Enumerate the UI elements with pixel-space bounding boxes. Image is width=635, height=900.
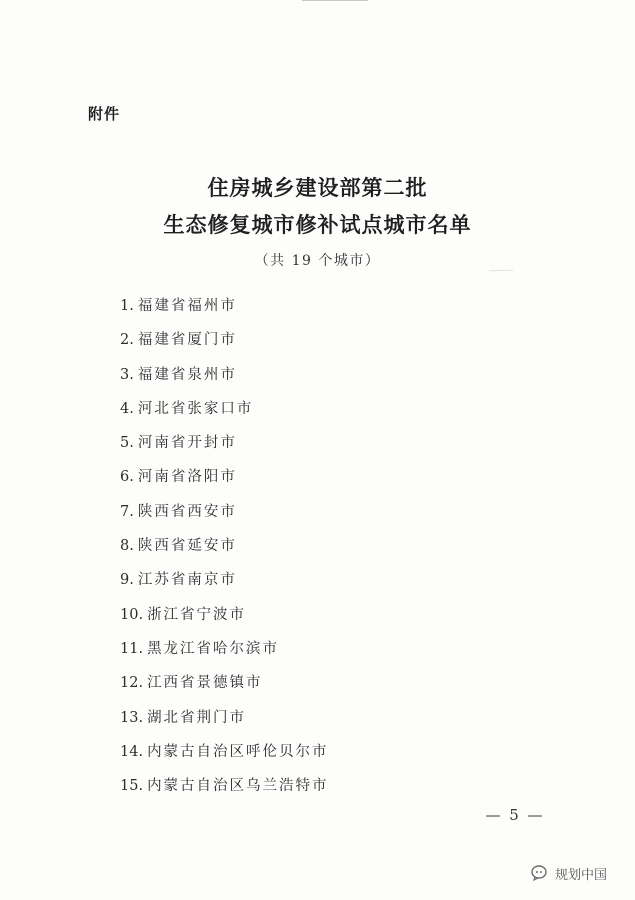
- list-item-city: 内蒙古自治区呼伦贝尔市: [147, 743, 329, 760]
- watermark-text: 规划中国: [555, 867, 608, 883]
- list-item-city: 湖北省荆门市: [147, 709, 247, 726]
- list-item: [120, 330, 329, 364]
- list-item: [120, 673, 329, 707]
- list-item-number: 11.: [120, 640, 144, 657]
- scan-edge-mark: [302, 0, 368, 1]
- list-item: [120, 742, 329, 776]
- document-title-line-2: 生态修复城市修补试点城市名单: [163, 212, 472, 237]
- list-item: [120, 296, 329, 330]
- list-item: [120, 502, 329, 536]
- list-item-city: 福建省福州市: [137, 298, 237, 314]
- list-item-city: 河南省洛阳市: [137, 469, 237, 486]
- list-item: [120, 433, 329, 467]
- list-item-city: 陕西省西安市: [137, 503, 237, 520]
- list-item-city: 河北省张家口市: [137, 400, 254, 417]
- list-item-number: 4.: [120, 400, 134, 417]
- page-number: — 5 —: [485, 806, 545, 824]
- list-item-city: 黑龙江省哈尔滨市: [147, 640, 280, 657]
- list-item: [120, 708, 329, 742]
- list-item-number: 3.: [120, 366, 134, 383]
- list-item-city: 江苏省南京市: [137, 572, 237, 589]
- document-title-line-1: 住房城乡建设部第二批: [207, 175, 428, 200]
- list-item-city: 内蒙古自治区乌兰浩特市: [147, 778, 329, 795]
- list-item-number: 12.: [120, 675, 144, 692]
- list-item: [120, 467, 329, 501]
- list-item-city: 福建省泉州市: [137, 366, 237, 383]
- list-item-city: 江西省景德镇市: [147, 675, 263, 692]
- list-item: [120, 776, 329, 810]
- list-item-number: 15.: [120, 778, 144, 795]
- wechat-account-icon: [531, 864, 551, 882]
- list-item-city: 浙江省宁波市: [147, 606, 247, 623]
- list-item: [120, 570, 329, 604]
- list-item-number: 9.: [120, 572, 134, 589]
- list-item-number: 1.: [120, 298, 134, 314]
- city-list: [120, 296, 329, 810]
- list-item-city: 福建省厦门市: [137, 332, 237, 349]
- list-item-city: 河南省开封市: [137, 435, 237, 452]
- city-count-subtitle: （共 19 个城市）: [254, 253, 381, 269]
- list-item: [120, 399, 329, 433]
- list-item: [120, 639, 329, 673]
- attachment-label: 附件: [88, 105, 121, 123]
- list-item: [120, 536, 329, 570]
- list-item-number: 2.: [120, 332, 134, 349]
- list-item-number: 5.: [120, 435, 134, 452]
- source-watermark: [531, 862, 607, 884]
- list-item-number: 8.: [120, 538, 134, 555]
- list-item-number: 13.: [120, 709, 144, 726]
- list-item-city: 陕西省延安市: [137, 538, 237, 555]
- list-item-number: 6.: [120, 469, 134, 486]
- list-item: [120, 605, 329, 639]
- list-item-number: 7.: [120, 503, 134, 520]
- list-item-number: 14.: [120, 743, 144, 760]
- list-item-number: 10.: [120, 606, 144, 623]
- list-item: [120, 365, 329, 399]
